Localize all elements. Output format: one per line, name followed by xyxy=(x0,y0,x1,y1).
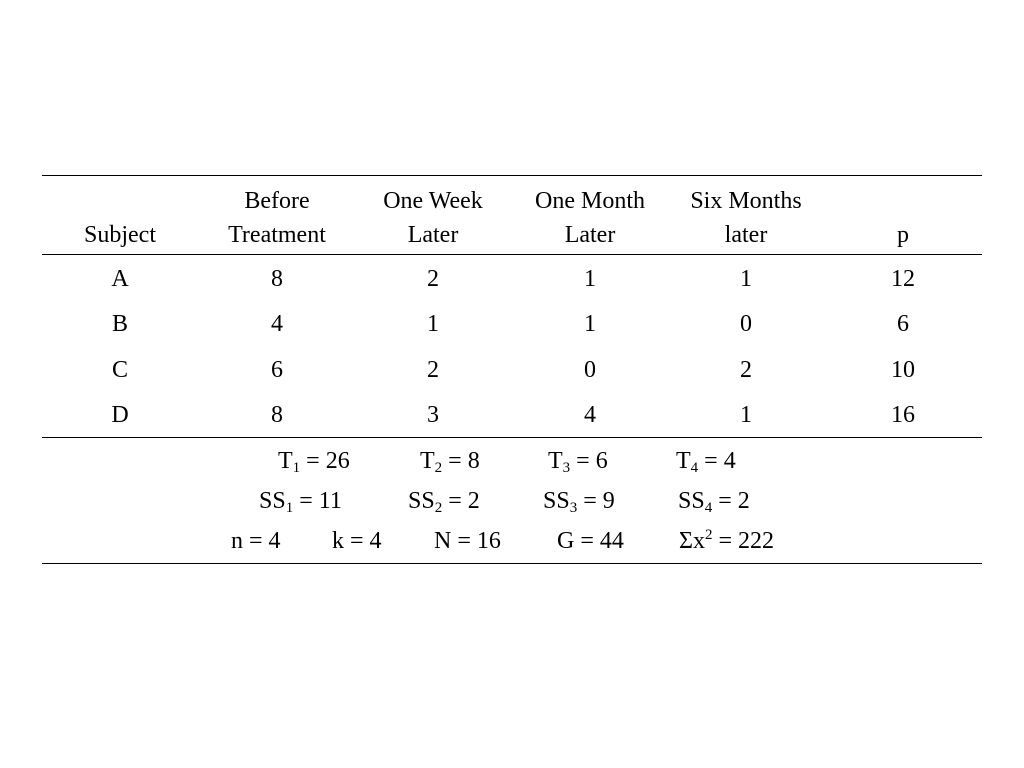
total-t4: $T_4 = 4$ xyxy=(676,448,736,476)
big-n-value: N = 16 xyxy=(434,528,501,554)
cell-subject: D xyxy=(111,402,129,428)
table-body xyxy=(42,255,982,437)
header-p: p xyxy=(897,222,909,248)
sums-of-squares-line xyxy=(42,486,982,516)
ss-4: $SS_4 = 2$ xyxy=(678,488,750,516)
bottom-rule xyxy=(42,563,982,564)
cell-one-month: 4 xyxy=(584,402,596,428)
cell-subject: A xyxy=(111,266,129,292)
g-value: G = 44 xyxy=(557,528,624,554)
header-subject: Subject xyxy=(84,222,156,248)
totals-line xyxy=(42,446,982,476)
header-one-week-later: One Week Later xyxy=(383,188,483,248)
cell-one-month: 1 xyxy=(584,311,596,337)
table-row xyxy=(42,309,982,339)
cell-p: 12 xyxy=(891,266,915,292)
ss-3: $SS_3 = 9$ xyxy=(543,488,615,516)
cell-one-month: 1 xyxy=(584,266,596,292)
total-t2: $T_2 = 8$ xyxy=(420,448,480,476)
cell-one-week: 1 xyxy=(427,311,439,337)
table-row xyxy=(42,264,982,294)
cell-six-months: 0 xyxy=(740,311,752,337)
totals-summary-line xyxy=(42,526,982,556)
sum-x-squared: $\Sigma x^2 = 222$ xyxy=(679,527,775,554)
cell-before-treatment: 8 xyxy=(271,402,283,428)
cell-one-month: 0 xyxy=(584,357,596,383)
cell-before-treatment: 4 xyxy=(271,311,283,337)
summary-statistics xyxy=(42,438,982,563)
header-one-month-later: One Month Later xyxy=(535,188,645,248)
table-header-row xyxy=(42,176,982,254)
cell-one-week: 3 xyxy=(427,402,439,428)
header-six-months-later: Six Months later xyxy=(690,188,802,248)
k-value: k = 4 xyxy=(332,528,382,554)
cell-before-treatment: 8 xyxy=(271,266,283,292)
cell-subject: C xyxy=(111,357,128,383)
data-table xyxy=(42,175,982,564)
table-row xyxy=(42,400,982,430)
cell-six-months: 2 xyxy=(740,357,752,383)
header-before-treatment: Before Treatment xyxy=(228,188,326,248)
total-t3: $T_3 = 6$ xyxy=(548,448,608,476)
cell-subject: B xyxy=(111,311,128,337)
cell-before-treatment: 6 xyxy=(271,357,283,383)
table-row xyxy=(42,355,982,385)
n-value: n = 4 xyxy=(231,528,281,554)
cell-p: 16 xyxy=(891,402,915,428)
cell-p: 10 xyxy=(891,357,915,383)
cell-one-week: 2 xyxy=(427,266,439,292)
cell-one-week: 2 xyxy=(427,357,439,383)
total-t1: $T_1 = 26$ xyxy=(278,448,350,476)
cell-p: 6 xyxy=(897,311,909,337)
ss-1: $SS_1 = 11$ xyxy=(259,488,342,516)
ss-2: $SS_2 = 2$ xyxy=(408,488,480,516)
cell-six-months: 1 xyxy=(740,266,752,292)
cell-six-months: 1 xyxy=(740,402,752,428)
